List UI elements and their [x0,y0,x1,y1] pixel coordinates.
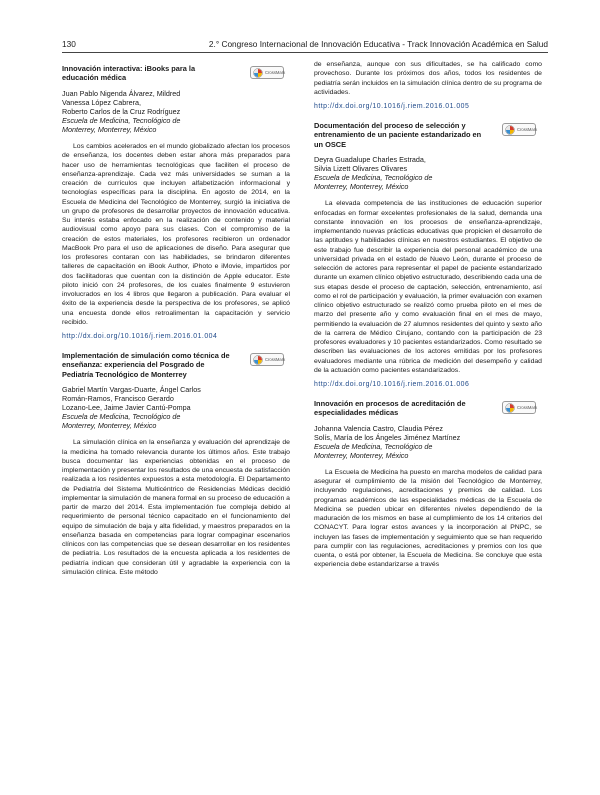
affiliation-line: Monterrey, Monterrey, México [314,450,409,460]
author-line: Vanessa López Cabrera, [62,97,141,107]
doi-link[interactable]: http://dx.doi.org/10.1016/j.riem.2016.01.005 [314,103,470,110]
doi-link[interactable]: http://dx.doi.org/10.1016/j.riem.2016.01.006 [314,381,470,389]
crossmark-label: CrossMark [265,357,286,363]
crossmark-label: CrossMark [265,70,286,75]
affiliation-line: Escuela de Medicina, Tecnológico de [314,173,433,183]
abstract-title-row [62,64,290,83]
crossmark-icon [505,403,515,413]
affiliation-line: Monterrey, Monterrey, México [314,182,409,192]
abstract-simulation [62,351,290,577]
abstract-title: Documentación del proceso de selección y entrenamiento de un paciente estandarizado en un OSCE [314,121,482,149]
crossmark-badge[interactable] [502,123,536,136]
author-line: Juan Pablo Nigenda Álvarez, Mildred [62,88,181,98]
author-line: Roberto Carlos de la Cruz Rodríguez [62,106,181,116]
page-number: 130 [62,39,76,49]
abstract-body-continued: de enseñanza, aunque con sus dificultades, se ha calificado como provechoso. Durante los próximos dos años, todos los residentes de pediatría serán incluidos en la simulación clínica dentro de su programa de actividades. [314,61,542,96]
abstract-title-row [314,121,542,149]
abstract-body: La simulación clínica en la enseñanza y evaluación del aprendizaje de la medicina ha tomado relevancia durante los últimos años. Este trabajo busca documentar las experiencias obtenidas en el proceso de implementación y presentar los resultados de una encuesta de satisfacción realizada a los residentes expuestos a esta metodología. El Departamento de Pediatría del Sistema Multicéntrico de Residencias Médicas decidió implementar la simulación de manera formal en su proceso de educación a partir de marzo del 2014. Esta implementación fue compleja debido al requerimiento de personal técnico capacitado en el funcionamiento del equipo de simulación de baja y alta fidelidad, y maestros preparados en la enseñanza basada en competencias para lograr compaginar escenarios clínicos con las competencias que se desean desarrollar en los residentes de pediatría. Los resultados de la encuesta aplicada a los residentes de pediatría indican que consideran útil y agradable la experiencia con la simulación clínica. Este método [62,439,290,576]
running-title: 2.° Congreso Internacional de Innovación Educativa - Track Innovación Académica en Salud [208,39,548,49]
doi-link[interactable]: http://dx.doi.org/10.1016/j.riem.2016.01.004 [62,333,218,341]
author-line: Johanna Valencia Castro, Claudia Pérez [314,423,443,433]
affiliation-line: Monterrey, Monterrey, México [62,421,157,431]
affiliation-line: Escuela de Medicina, Tecnológico de [62,412,181,422]
left-column [62,60,290,583]
right-column [314,60,542,576]
author-line: Deyra Guadalupe Charles Estrada, [314,154,426,164]
abstract-title: Implementación de simulación como técnica de enseñanza: experiencia del Posgrado de Pediatría Tecnológico de Monterrey [62,351,230,379]
crossmark-label: CrossMark [517,405,538,411]
crossmark-icon [505,125,515,135]
abstract-body: Los cambios acelerados en el mundo globalizado afectan los procesos de enseñanza, los docentes deben estar ahora más preparados para hacer uso de herramientas tecnológicas que faciliten el proceso de enseñanza-aprendizaje. Cada vez más universidades se suman a la creación de currículos que incluyen alfabetización informacional y tecnologías específicas para la disciplina. En agosto de 2014, en la Escuela de Medicina del Tecnológico de Monterrey, surgió la iniciativa de un grupo de profesores de desarrollar proyectos de innovación educativa. Su interés estaba enfocado en la realización de contenido y material audiovisual como apoyo para sus clases. Con el compromiso de la creación de estos materiales, los profesores recibieron un ordenador MacBook Pro para el uso de aplicaciones de diseño. Para asegurar que los profesores contaran con las habilidades, se brindaron diferentes talleres de capacitación en iBook Author, iPhoto e iMovie, impartidos por dos facilitadoras que cuentan con la distinción de Apple educator. Este piloto inició con 24 profesores, de los cuales finalmente 9 estuvieron involucrados en los 4 libros que llegaron a publicación. Para evaluar el éxito de la experiencia desde la perspectiva de los profesores, se aplicó una encuesta donde ellos retroalimentan la capacitación y servicio recibido. [62,143,290,326]
author-line: Román-Ramos, Francisco Gerardo [62,394,174,404]
crossmark-icon [253,355,263,365]
abstract-title-row [314,399,542,418]
crossmark-badge[interactable] [250,66,284,79]
affiliation-line: Escuela de Medicina, Tecnológico de [62,115,181,125]
abstract-body: La elevada competencia de las instituciones de educación superior enfocadas en formar excelentes profesionales de la salud, demanda una constante innovación en los procesos de enseñanza-aprendizaje, implementando nuevas prácticas educativas que propicien el desarrollo de las aptitudes y habilidades clínicas en nuestros estudiantes. El objetivo de este trabajo fue describir la experiencia del personal académico de una universidad privada en el estado de Nuevo León, durante el proceso de selección de actores para representar el papel de paciente estandarizado durante un examen clínico objetivo estructurado, describiendo cada una de sus etapas desde el proceso de captación, selección, entrenamiento, así como el rol de participación y evaluación, la primer evaluación con examen clínico objetivo estructurado se realizó como prueba piloto en el mes de marzo del presente año y como evaluación final en el mes de mayo, permitiendo la evaluación de 27 alumnos residentes del quinto y sexto año de la carrera de Médico Cirujano, contando con la participación de 23 profesores evaluadores y 10 pacientes estandarizados. Como resultado se describen las evaluaciones de los actores emitidas por los profesores evaluadores mediante una rúbrica de medición del desempeño y calidad de la actuación como pacientes estandarizados. [314,200,542,374]
author-line: Gabriel Martín Vargas-Duarte, Ángel Carlos [62,384,201,394]
crossmark-badge[interactable] [250,353,284,366]
abstract-osce [314,121,542,389]
author-line: Silvia Lizett Olivares Olivares [314,163,408,173]
abstract-title: Innovación interactiva: iBooks para la educación médica [62,64,196,83]
abstract-ibooks [62,64,290,341]
affiliation-line: Monterrey, Monterrey, México [62,124,157,134]
author-line: Solís, María de los Ángeles Jiménez Martínez [314,432,461,442]
crossmark-label: CrossMark [517,127,538,132]
crossmark-badge[interactable] [502,401,536,414]
crossmark-icon [253,68,263,78]
abstract-title-row [62,351,290,379]
abstract-accreditation [314,399,542,570]
abstract-title: Innovación en procesos de acreditación de especialidades médicas [314,399,466,418]
abstract-body: La Escuela de Medicina ha puesto en marcha modelos de calidad para asegurar el cumplimiento de la misión del Tecnológico de Monterrey, incluyendo regulaciones, acreditaciones y premios de calidad. Los programas académicos de las especialidades médicas de la Escuela de Medicina se pueden ubicar en diferentes niveles dependiendo de la maduración de los mismos en base al cumplimiento de los 14 criterios del CONACYT. Para lograr estos avances y la incorporación al PNPC, se incluyen las fases de implementación y seguimiento que se han requerido para cumplir con las regulaciones, acreditaciones y premios con los que cuenta, o está por obtener, la Escuela de Medicina. Se concluye que esta experiencia debe estandarizarse a través [314,468,542,569]
author-line: Lozano-Lee, Jaime Javier Cantú-Pompa [62,403,191,413]
running-header [62,38,548,53]
affiliation-line: Escuela de Medicina, Tecnológico de [314,441,433,451]
